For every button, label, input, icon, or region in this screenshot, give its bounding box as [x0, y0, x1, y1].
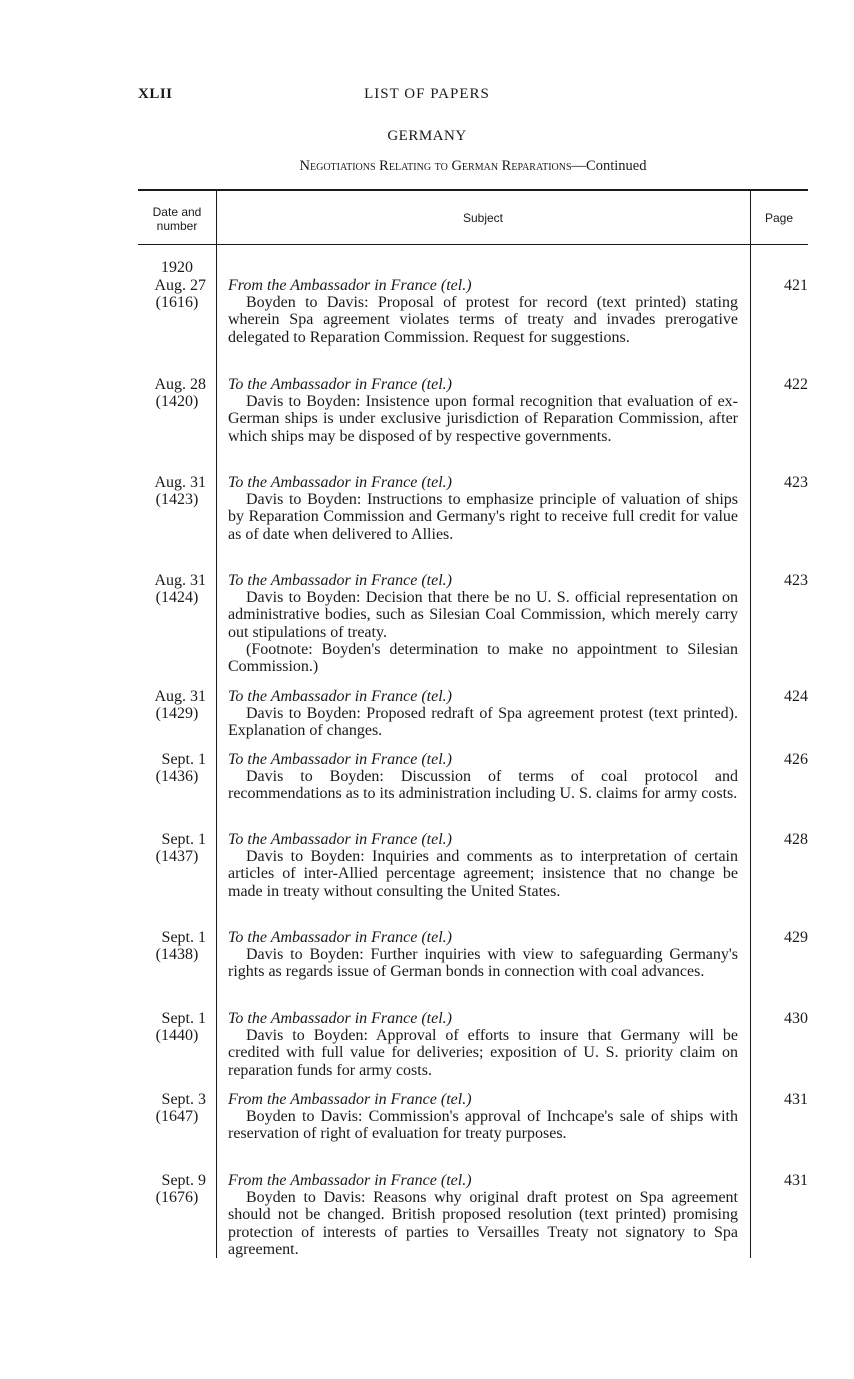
entry-date: Sept. 1: [161, 1010, 206, 1027]
entry-text: Davis to Boyden: Proposed redraft of Spa agreement protest (text printed). Explanation of changes.: [228, 705, 738, 740]
entry-page: 431: [784, 1172, 808, 1189]
entry-subject: [228, 1091, 738, 1143]
entry-subject: [228, 474, 738, 543]
column-header-subject: Subject: [462, 211, 504, 225]
entry-number: (1676): [155, 1189, 199, 1206]
entry-text: Boyden to Davis: Reasons why original draft protest on Spa agreement should not be changed. British proposed resolution (text printed) promising protection of interests of parties to Versailles Treaty not signatory to Spa agreement.: [228, 1189, 738, 1258]
entry-subject: [228, 1172, 738, 1258]
entry-page: 423: [784, 474, 808, 491]
entry-heading: To the Ambassador in France (tel.): [228, 751, 452, 768]
entry-subject: [228, 572, 738, 675]
page-number: XLII: [138, 86, 173, 102]
column-divider-right: [750, 190, 751, 1258]
entry-page: 424: [784, 688, 808, 705]
entry-heading: To the Ambassador in France (tel.): [228, 572, 452, 589]
entry-text: Davis to Boyden: Further inquiries with view to safeguarding Germany's rights as regards issue of German bonds in connection with coal advances.: [228, 946, 738, 981]
entry-subject: [228, 376, 738, 445]
section-title: GERMANY: [387, 128, 467, 144]
entry-date: Aug. 31: [154, 474, 206, 491]
entry-text: Davis to Boyden: Discussion of terms of coal protocol and recommendations as to its administration including U. S. claims for army costs.: [228, 768, 738, 803]
entry-heading: From the Ambassador in France (tel.): [228, 1172, 472, 1189]
entry-text: Boyden to Davis: Commission's approval of Inchcape's sale of ships with reservation of right of evaluation for treaty purposes.: [228, 1108, 738, 1143]
entry-page: 430: [784, 1010, 808, 1027]
entry-heading: From the Ambassador in France (tel.): [228, 277, 472, 294]
entry-page: 421: [784, 277, 808, 294]
table-header-rule: [138, 244, 808, 245]
entry-text: Boyden to Davis: Proposal of protest for record (text printed) stating wherein Spa agreement violates terms of treaty and invades prerogative delegated to Reparation Commission. Request for suggestions.: [228, 294, 738, 346]
column-divider-left: [216, 190, 217, 1258]
entry-subject: [228, 929, 738, 981]
entry-date: Aug. 27: [154, 277, 206, 294]
entry-text: Davis to Boyden: Decision that there be no U. S. official representation on administrative bodies, such as Silesian Coal Commission, which merely carry out stipulations of treaty.: [228, 589, 738, 641]
entry-page: 429: [784, 929, 808, 946]
entry-heading: To the Ambassador in France (tel.): [228, 688, 452, 705]
year-label: 1920: [161, 259, 193, 276]
entry-heading: From the Ambassador in France (tel.): [228, 1091, 472, 1108]
entry-subject: [228, 831, 738, 900]
entry-page: 426: [784, 751, 808, 768]
entry-number: (1436): [155, 768, 199, 785]
column-header-date: Date and number: [152, 205, 202, 233]
entry-number: (1423): [155, 491, 199, 508]
entry-date: Sept. 1: [161, 751, 206, 768]
entry-subject: [228, 751, 738, 803]
entry-number: (1616): [155, 294, 199, 311]
entry-number: (1424): [155, 589, 199, 606]
entry-heading: To the Ambassador in France (tel.): [228, 376, 452, 393]
entry-number: (1438): [155, 946, 199, 963]
entry-page: 428: [784, 831, 808, 848]
entry-heading: To the Ambassador in France (tel.): [228, 831, 452, 848]
entry-date: Aug. 31: [154, 572, 206, 589]
entry-heading: To the Ambassador in France (tel.): [228, 474, 452, 491]
entry-date: Sept. 1: [161, 831, 206, 848]
entry-text: Davis to Boyden: Instructions to emphasize principle of valuation of ships by Reparation Commission and Germany's right to receive full credit for value as of date when delivered to Allies.: [228, 491, 738, 543]
entry-date: Sept. 3: [161, 1091, 206, 1108]
subtitle-text: Negotiations Relating to German Reparations: [299, 158, 572, 174]
entry-page: 422: [784, 376, 808, 393]
entry-heading: To the Ambassador in France (tel.): [228, 929, 452, 946]
entry-heading: To the Ambassador in France (tel.): [228, 1010, 452, 1027]
entry-subject: [228, 688, 738, 740]
entry-text: Davis to Boyden: Approval of efforts to insure that Germany will be credited with full value for deliveries; exposition of U. S. priority claim on reparation funds for army costs.: [228, 1027, 738, 1079]
entry-number: (1420): [155, 393, 199, 410]
entry-subject: [228, 1010, 738, 1079]
entry-date: Aug. 28: [154, 376, 206, 393]
subtitle: [216, 158, 730, 175]
entry-date: Aug. 31: [154, 688, 206, 705]
entry-number: (1647): [155, 1108, 199, 1125]
entry-number: (1429): [155, 705, 199, 722]
entry-number: (1440): [155, 1027, 199, 1044]
entry-text: Davis to Boyden: Inquiries and comments as to interpretation of certain articles of inter-Allied percentage agreement; insistence that no change be made in treaty without consulting the United States.: [228, 848, 738, 900]
entry-page: 431: [784, 1091, 808, 1108]
table-top-rule: [138, 189, 808, 191]
entry-text: Davis to Boyden: Insistence upon formal recognition that evaluation of ex-German ships is under exclusive jurisdiction of Reparation Commission, after which ships may be disposed of by respective governments.: [228, 393, 738, 445]
entry-date: Sept. 1: [161, 929, 206, 946]
entry-subject: [228, 277, 738, 346]
entry-footnote: (Footnote: Boyden's determination to make no appointment to Silesian Commission.): [228, 640, 738, 676]
subtitle-continued: —Continued: [571, 158, 647, 174]
running-head: LIST OF PAPERS: [364, 86, 490, 102]
column-header-page: Page: [764, 211, 794, 225]
entry-number: (1437): [155, 848, 199, 865]
entry-page: 423: [784, 572, 808, 589]
entry-date: Sept. 9: [161, 1172, 206, 1189]
